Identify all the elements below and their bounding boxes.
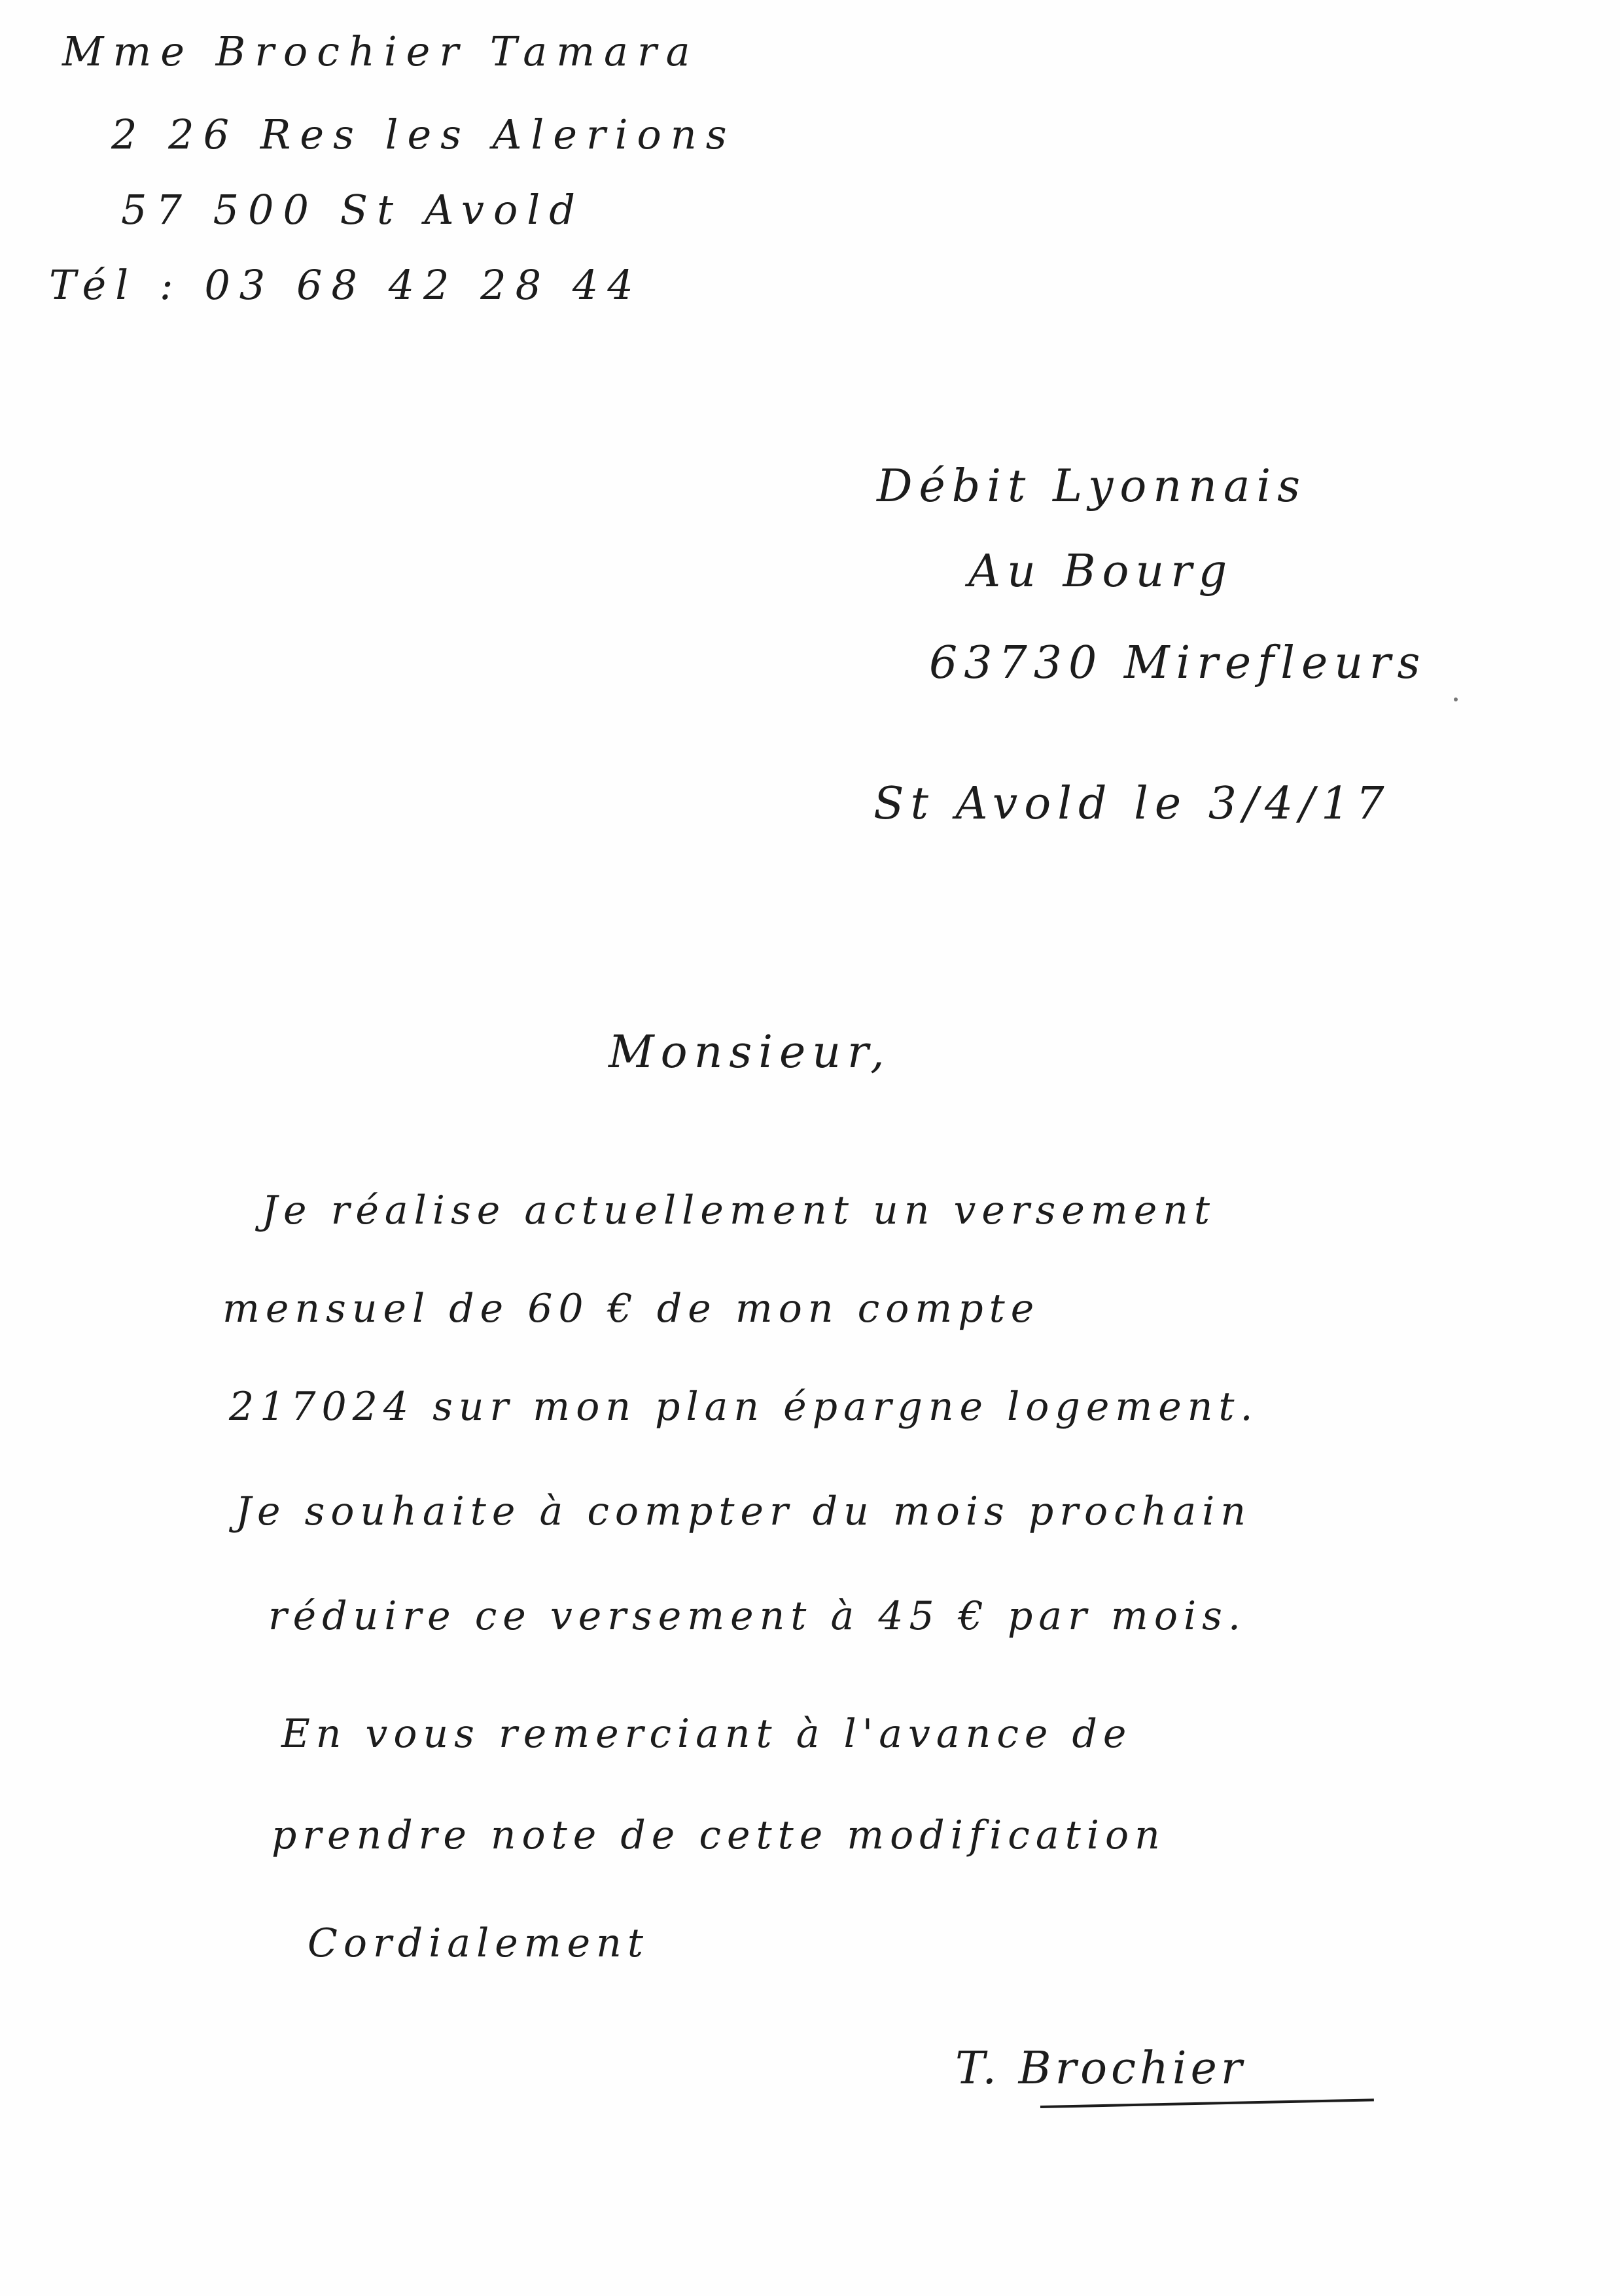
signature: T. Brochier [955,2043,1246,2094]
sender-phone: Tél : 03 68 42 28 44 [49,261,643,309]
body-line-4: Je souhaite à compter du mois prochain [236,1489,1252,1534]
ink-speck [1454,698,1458,701]
recipient-name: Débit Lyonnais [877,461,1307,512]
date-line: St Avold le 3/4/17 [873,778,1391,830]
body-line-2: mensuel de 60 € de mon compte [222,1286,1040,1332]
body-line-3: 217024 sur mon plan épargne logement. [229,1384,1259,1430]
body-line-5: réduire ce versement à 45 € par mois. [268,1593,1247,1639]
body-line-7: prendre note de cette modification [272,1812,1166,1858]
recipient-city: 63730 Mirefleurs [929,637,1427,689]
recipient-street: Au Bourg [968,546,1234,597]
sender-name: Mme Brochier Tamara [62,27,699,75]
sender-city: 57 500 St Avold [121,186,584,234]
body-line-6: En vous remerciant à l'avance de [281,1711,1133,1757]
body-line-1: Je réalise actuellement un versement [262,1188,1216,1233]
sender-address: 2 26 Res les Alerions [111,111,736,158]
signature-underline [1040,2098,1374,2108]
closing: Cordialement [308,1920,649,1966]
salutation: Monsieur, [608,1027,891,1078]
